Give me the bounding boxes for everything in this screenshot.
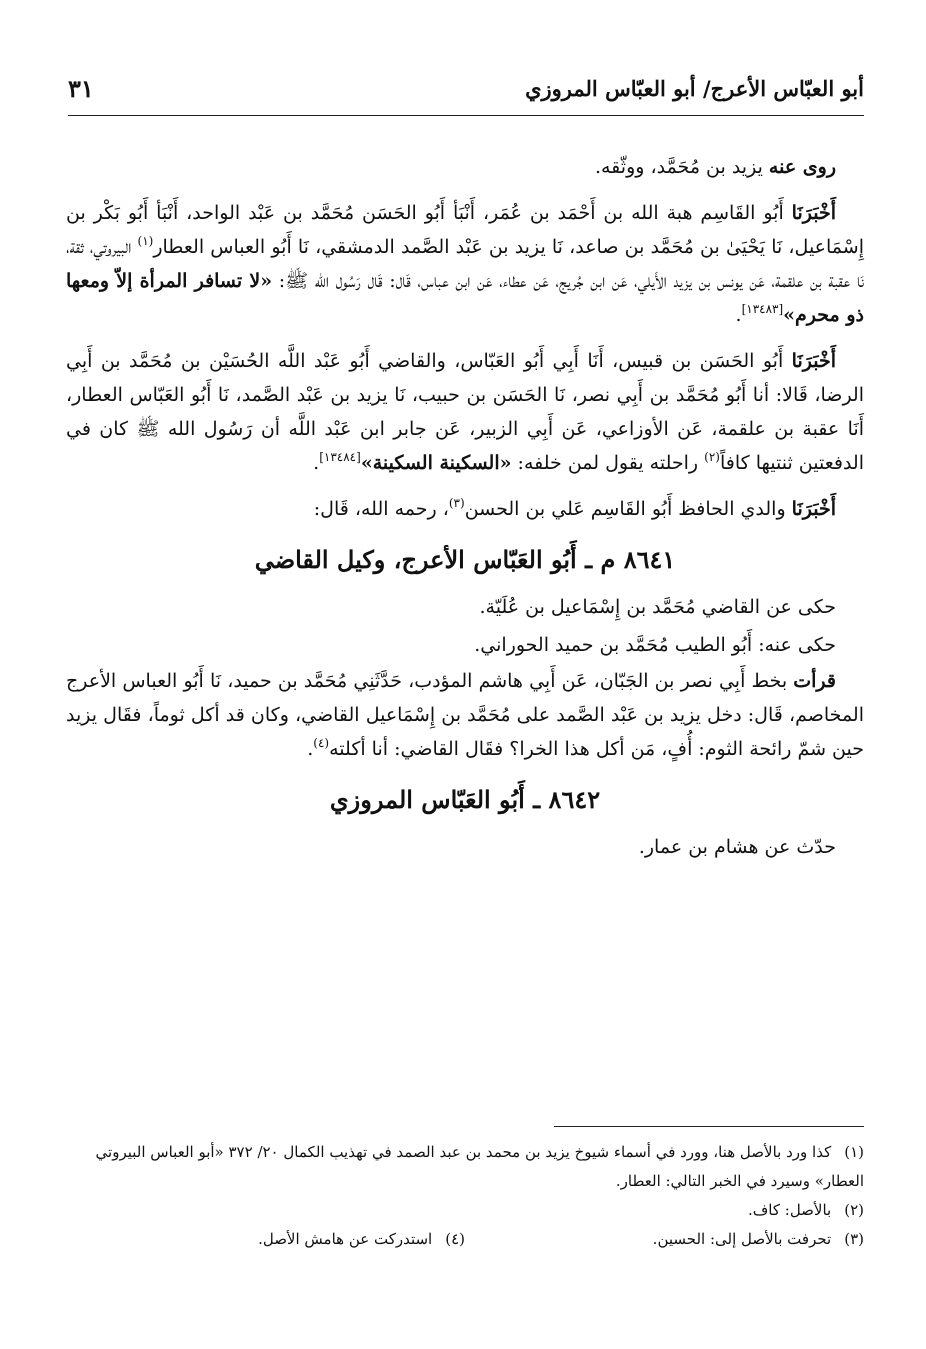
footnote-marker-4[interactable]: (٤) bbox=[313, 736, 330, 750]
paragraph-lead: روى عنه bbox=[768, 156, 836, 178]
page-header bbox=[68, 72, 864, 116]
entry-heading-8641: ٨٦٤١ م ـ أَبُو العَبّاس الأعرج، وكيل القاضي bbox=[254, 545, 676, 574]
footnotes bbox=[66, 1138, 864, 1254]
footnote-4 bbox=[66, 1225, 465, 1254]
sentence-end: . bbox=[313, 452, 320, 474]
footnote-divider bbox=[554, 1126, 864, 1127]
entry-line: حدّث عن هشام بن عمار. bbox=[638, 836, 836, 858]
footnote-marker-3[interactable]: (٣) bbox=[448, 496, 465, 510]
main-text bbox=[66, 150, 864, 866]
footnote-number: (٣) bbox=[844, 1230, 864, 1248]
entry-heading-8642: ٨٦٤٢ ـ أَبُو العَبّاس المروزي bbox=[329, 785, 601, 814]
footnote-2 bbox=[66, 1196, 864, 1225]
entry-line: حكى عنه: أَبُو الطيب مُحَمَّد بن حميد الحوراني. bbox=[474, 634, 836, 656]
footnote-text: كذا ورد بالأصل هنا، وورد في أسماء شيوخ يزيد بن محمد بن عبد الصمد في تهذيب الكمال ٢٠/ ٣٧٢ «أبو العباس البيروتي العطار» وسيرد في الخبر التالي: العطار. bbox=[95, 1143, 864, 1190]
sentence-end: . bbox=[735, 304, 742, 326]
paragraph-lead: أَخْبَرَنَا bbox=[791, 350, 836, 372]
isnad-text: أَبُو القَاسِم هبة الله بن أَحْمَد بن عُمَر، أَنْبَأ أَبُو الحَسَن مُحَمَّد بن عَبْد الواحد، أَنْبَأ أَبُو بَكْر بن إِسْمَاعيل، نَا يَحْيَىٰ بن مُحَمَّد بن صاعد، نَا يزيد بن عَبْد الصَّمد الدمشقي، نَا أَبُو العباس العطار bbox=[66, 202, 864, 258]
hadith-matn: «السكينة السكينة» bbox=[360, 452, 512, 474]
paragraph-transition bbox=[66, 492, 864, 526]
paragraph-text: يزيد بن مُحَمَّد، ووثّقه. bbox=[594, 156, 769, 178]
footnote-marker-1[interactable]: (١) bbox=[137, 234, 154, 248]
paragraph-narrators bbox=[66, 150, 864, 184]
paragraph-lead: أَخْبَرَنَا bbox=[791, 202, 836, 224]
header-divider bbox=[68, 115, 864, 116]
footnote-text: تحرفت بالأصل إلى: الحسين. bbox=[652, 1230, 832, 1248]
sentence-end: . bbox=[307, 738, 314, 760]
hadith-number: [١٣٤٨٤] bbox=[319, 450, 361, 464]
footnote-text: بالأصل: كاف. bbox=[747, 1201, 832, 1219]
paragraph-hadith-1 bbox=[66, 196, 864, 332]
paragraph-hadith-2 bbox=[66, 344, 864, 480]
paragraph-text-cont: ، رحمه الله، قَال: bbox=[313, 498, 449, 520]
footnote-1 bbox=[66, 1138, 864, 1196]
footnote-number: (٤) bbox=[445, 1230, 465, 1248]
isnad-text-cont: راحلته يقول لمن خلفه: bbox=[511, 452, 705, 474]
hadith-number: [١٣٤٨٣] bbox=[741, 302, 784, 316]
footnote-number: (٢) bbox=[844, 1201, 864, 1219]
isnad-text-cont: البيروتي، ثقة، نَا عقبة بن علقمة، عَن يونس بن يزيد الأَيلي، عَن ابن جُريج، عَن عطاء، عَن ابن عباس، قَال: قَال رَسُول الله ﷺ: bbox=[66, 236, 865, 292]
isnad-text: أَبُو الحَسَن بن قبيس، أَنَا أَبِي أَبُو العَبّاس، والقاضي أَبُو عَبْد اللَّه الحُسَيْن بن مُحَمَّد بن أَبِي الرضا، قَالا: أنا أَبُو مُحَمَّد بن أَبِي نصر، نَا الحَسَن بن حبيب، نَا يزيد بن عَبْد الصَّمد، نَا أَبُو العَبّاس العطار، أَنَا عقبة بن علقمة، عَن الأوزاعي، عَن أَبِي الزبير، عَن جابر ابن عَبْد اللَّه أن رَسُول الله ﷺ كان في الدفعتين ثنتيها كافاً bbox=[66, 350, 864, 474]
paragraph-text: والدي الحافظ أَبُو القَاسِم عَلي بن الحسن bbox=[464, 498, 792, 520]
footnote-3 bbox=[465, 1225, 864, 1254]
footnote-text: استدركت عن هامش الأصل. bbox=[258, 1230, 433, 1248]
footnote-row bbox=[66, 1225, 864, 1254]
paragraph-lead: أَخْبَرَنَا bbox=[791, 498, 836, 520]
hadith-matn: «لا تسافر المرأة إلاّ ومعها ذو محرم» bbox=[66, 270, 864, 326]
paragraph-anecdote bbox=[66, 664, 864, 766]
entry-line: حكى عن القاضي مُحَمَّد بن إِسْمَاعيل بن عُلَيّة. bbox=[479, 596, 836, 618]
running-title: أبو العبّاس الأعرج/ أبو العبّاس المروزي bbox=[525, 76, 864, 101]
paragraph-lead: قرأت bbox=[793, 670, 836, 692]
paragraph-text: بخط أَبِي نصر بن الجَبّان، عَن أَبِي هاشم المؤدب، حَدَّثَنِي مُحَمَّد بن حميد، نَا أَبُو العباس الأعرج المخاصم، قَال: دخل يزيد بن عَبْد الصَّمد على مُحَمَّد بن إِسْمَاعيل القاضي، وكان قد أكل ثوماً، فقَال يزيد حين شمّ رائحة الثوم: أُفٍ، مَن أكل هذا الخرا؟ فقَال القاضي: أنا أكلته bbox=[66, 670, 864, 760]
footnote-number: (١) bbox=[844, 1143, 864, 1161]
footnote-marker-2[interactable]: (٢) bbox=[704, 450, 720, 464]
page-number: ٣١ bbox=[68, 74, 94, 103]
